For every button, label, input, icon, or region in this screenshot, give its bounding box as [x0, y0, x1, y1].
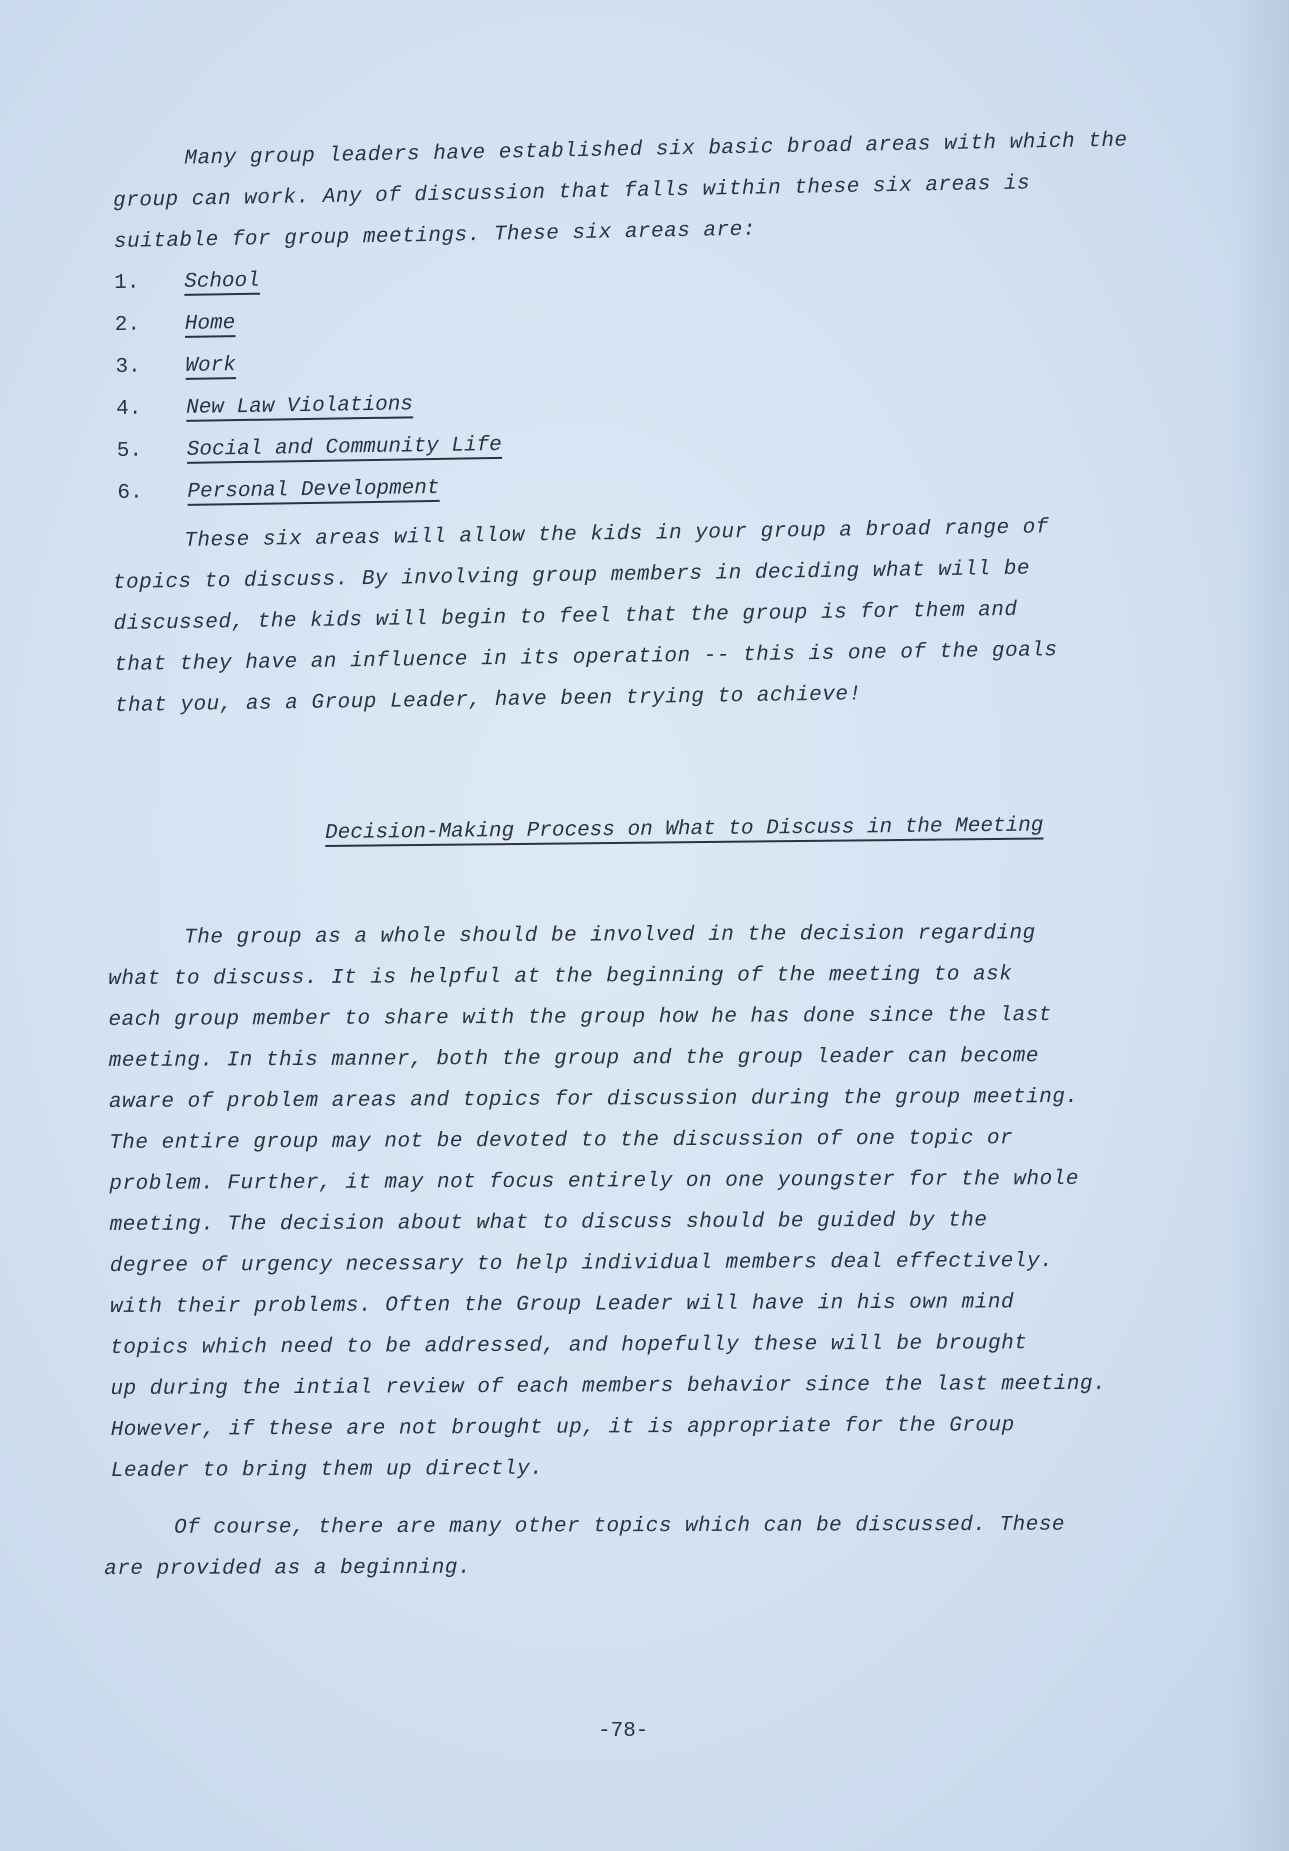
paragraph-line: up during the intial review of each members behavior since the last meeting. — [110, 1372, 1107, 1401]
closing-paragraph — [104, 1505, 1065, 1590]
paragraph-line: meeting. The decision about what to discuss should be guided by the — [109, 1209, 988, 1237]
list-number: 3. — [115, 355, 141, 379]
paragraph-line: with their problems. Often the Group Leader will have in his own mind — [109, 1291, 1015, 1319]
intro-line: suitable for group meetings. These six areas are: — [113, 218, 757, 254]
paragraph-line: topics to discuss. By involving group members in deciding what will be — [112, 557, 1031, 595]
list-item — [115, 308, 501, 356]
paragraph-line: each group member to share with the group how he has done since the last — [108, 1004, 1052, 1032]
list-item — [114, 266, 500, 314]
paragraph-line: However, if these are not brought up, it is appropriate for the Group — [110, 1414, 1015, 1442]
list-number: 5. — [116, 439, 143, 463]
paragraph-line: that they have an influence in its operation -- this is one of the goals — [114, 639, 1058, 677]
paragraph-line: meeting. In this manner, both the group and the group leader can become — [108, 1045, 1040, 1073]
list-number: 1. — [114, 271, 140, 295]
areas-paragraph — [112, 507, 1058, 727]
intro-paragraph — [112, 121, 1130, 263]
paragraph-line: Leader to bring them up directly. — [110, 1457, 544, 1483]
paragraph-line: topics which need to be addressed, and hopefully these will be brought — [110, 1332, 1028, 1360]
list-number: 2. — [114, 313, 141, 337]
paragraph-line: are provided as a beginning. — [104, 1556, 472, 1581]
list-label: Work — [185, 354, 237, 378]
list-label: Home — [184, 312, 236, 336]
paragraph-line: that you, as a Group Leader, have been trying to achieve! — [114, 683, 862, 718]
list-label: School — [183, 269, 260, 294]
list-item — [117, 434, 503, 482]
list-item — [116, 392, 502, 440]
paragraph-line: aware of problem areas and topics for discussion during the group meeting. — [108, 1085, 1079, 1114]
section-heading: Decision-Making Process on What to Discuss in the Meeting — [325, 814, 1044, 845]
list-number: 6. — [117, 481, 143, 505]
list-label: Social and Community Life — [186, 433, 503, 462]
decision-paragraph — [108, 913, 1107, 1492]
intro-line: group can work. Any of discussion that falls within these six areas is — [112, 172, 1031, 213]
paragraph-line: discussed, the kids will begin to feel that the group is for them and — [113, 598, 1018, 636]
paragraph-line: The group as a whole should be involved in the decision regarding — [184, 922, 1036, 950]
list-item — [115, 350, 501, 398]
list-label: Personal Development — [187, 476, 440, 504]
paragraph-line: degree of urgency necessary to help individual members deal effectively. — [109, 1250, 1054, 1278]
page-number: -78- — [598, 1720, 649, 1743]
paragraph-line: The entire group may not be devoted to the discussion of one topic or — [109, 1127, 1014, 1155]
paragraph-line: what to discuss. It is helpful at the beginning of the meeting to ask — [108, 963, 1013, 991]
paragraph-line: These six areas will allow the kids in your group a broad range of — [184, 516, 1050, 553]
list-number: 4. — [115, 397, 142, 421]
paragraph-line: problem. Further, it may not focus entirely on one youngster for the whole — [109, 1167, 1080, 1196]
list-label: New Law Violations — [185, 393, 414, 420]
paragraph-line: Of course, there are many other topics which can be discussed. These — [174, 1513, 1066, 1540]
areas-list — [114, 266, 503, 524]
intro-line: Many group leaders have established six basic broad areas with which the — [184, 129, 1128, 171]
